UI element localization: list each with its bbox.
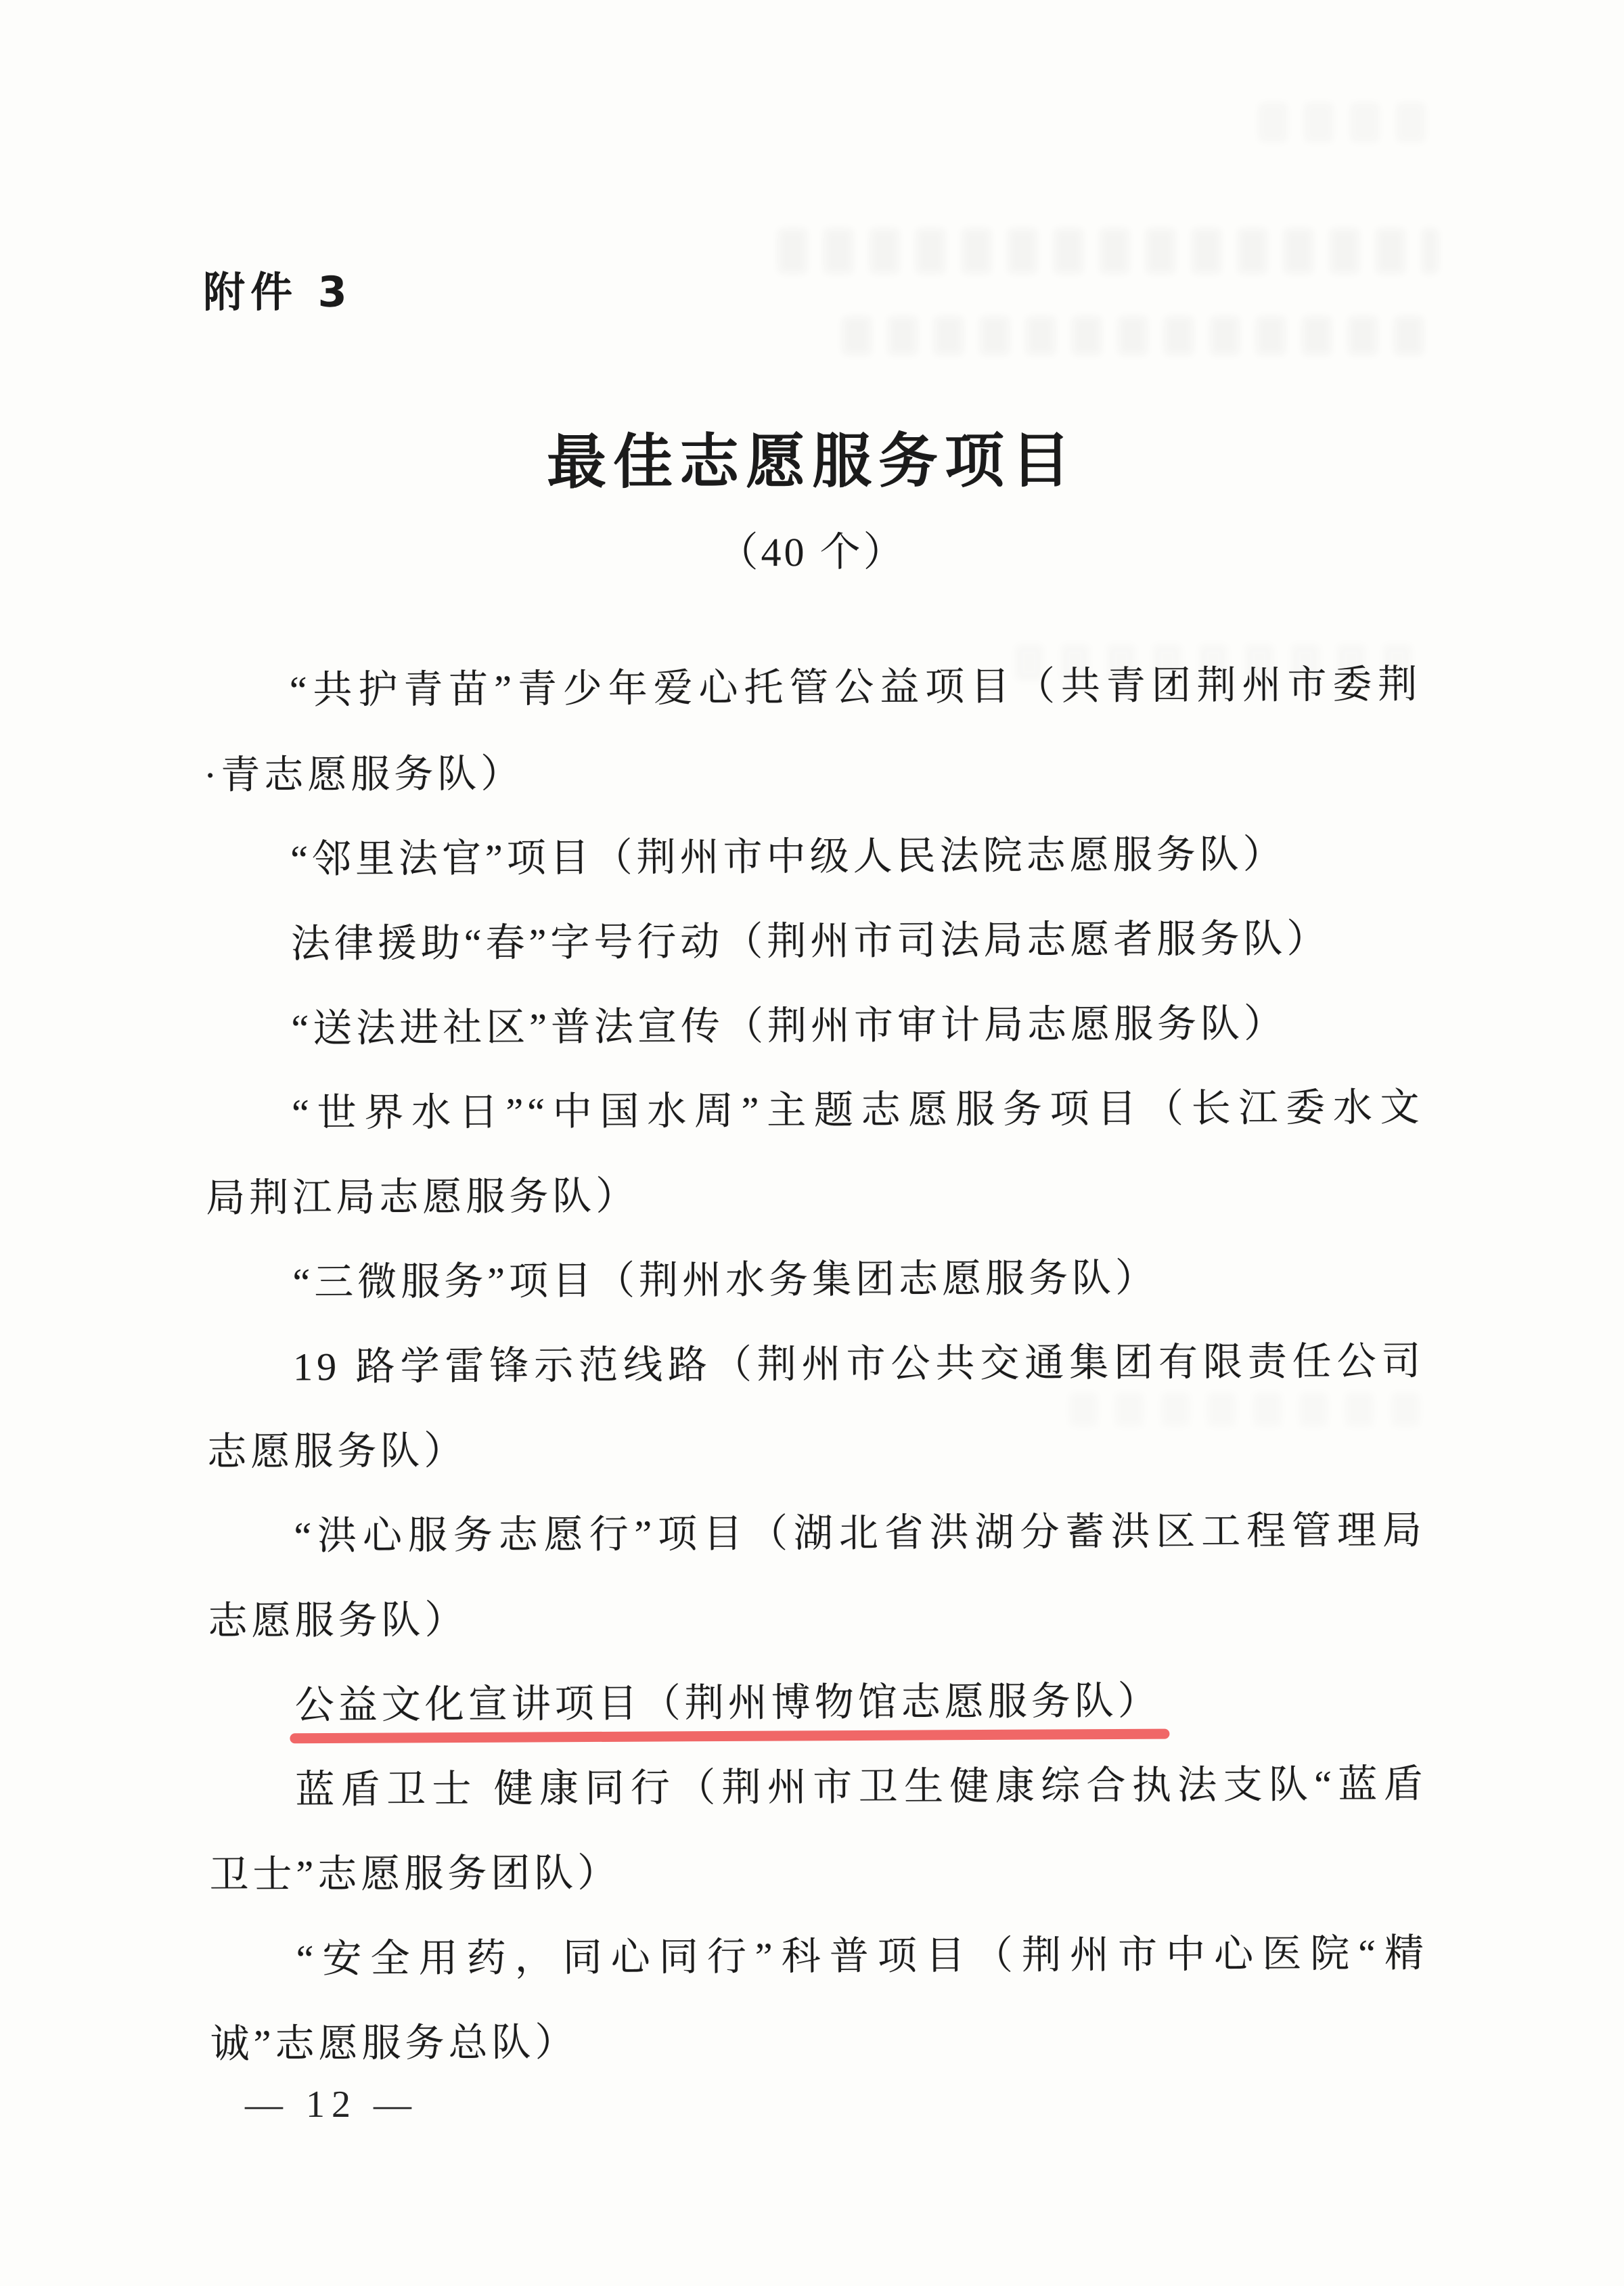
list-line-text: 志愿服务队）: [207, 1428, 468, 1474]
list-line-text: 公益文化宣讲项目（荆州博物馆志愿服务队）: [294, 1678, 1161, 1728]
list-line: [206, 1150, 1424, 1240]
list-line-text: 局荆江局志愿服务队）: [206, 1173, 639, 1220]
list-line: [209, 1742, 1428, 1833]
list-line: [204, 896, 1423, 987]
list-line-text: “世界水日”“中国水周”主题志愿服务项目（长江委水文: [292, 1085, 1424, 1136]
list-line-text: “送法进社区”普法宣传（荆州市审计局志愿服务队）: [291, 1001, 1288, 1051]
list-line-text: “共护青苗”青少年爱心托管公益项目（共青团荆州市委荆: [289, 662, 1422, 713]
list-line: [204, 811, 1422, 902]
list-line: [206, 1234, 1425, 1325]
list-line-text: 19 路学雷锋示范线路（荆州市公共交通集团有限责任公司: [292, 1339, 1425, 1389]
doc-subtitle: （40 个）: [717, 529, 907, 575]
list-line-text: “安全用药，同心同行”科普项目（荆州市中心医院“精: [296, 1931, 1428, 1981]
bleed-through-artifact: [778, 229, 1438, 273]
list-line: [203, 642, 1422, 733]
list-line: [204, 727, 1422, 817]
list-line: [210, 1911, 1428, 2002]
bleed-through-artifact: [842, 317, 1438, 355]
list-line: [205, 981, 1424, 1071]
list-line-text: “洪心服务志愿行”项目（湖北省洪湖分蓄洪区工程管理局: [294, 1508, 1426, 1559]
list-line-text: 法律援助“春”字号行动（荆州市司法局志愿者服务队）: [290, 916, 1330, 966]
page-number: — 12 —: [245, 2084, 418, 2126]
attachment-label: 附件 3: [202, 267, 353, 317]
list-line: [208, 1488, 1426, 1579]
list-line: [207, 1404, 1426, 1494]
bleed-through-artifact: [1259, 103, 1428, 142]
list-line-text: “三微服务”项目（荆州水务集团志愿服务队）: [292, 1255, 1159, 1305]
list-line: [205, 1065, 1424, 1156]
list-line: [206, 1319, 1425, 1410]
list-line: [208, 1573, 1426, 1663]
list-line-text: 蓝盾卫士 健康同行（荆州市卫生健康综合执法支队“蓝盾: [295, 1762, 1427, 1812]
doc-title: 最佳志愿服务项目: [546, 424, 1078, 497]
list-line-text: 诚”志愿服务总队）: [210, 2020, 579, 2066]
list-line: [210, 1996, 1428, 2086]
list-line-text: ·青志愿服务队）: [203, 751, 524, 797]
list-line: [209, 1826, 1428, 1917]
list-line-text: “邻里法官”项目（荆州市中级人民法院志愿服务队）: [290, 832, 1286, 882]
project-list: [203, 642, 1428, 2086]
list-line: [208, 1657, 1427, 1748]
list-line-text: 志愿服务队）: [208, 1597, 468, 1643]
list-line-text: 卫士”志愿服务团队）: [209, 1850, 621, 1897]
